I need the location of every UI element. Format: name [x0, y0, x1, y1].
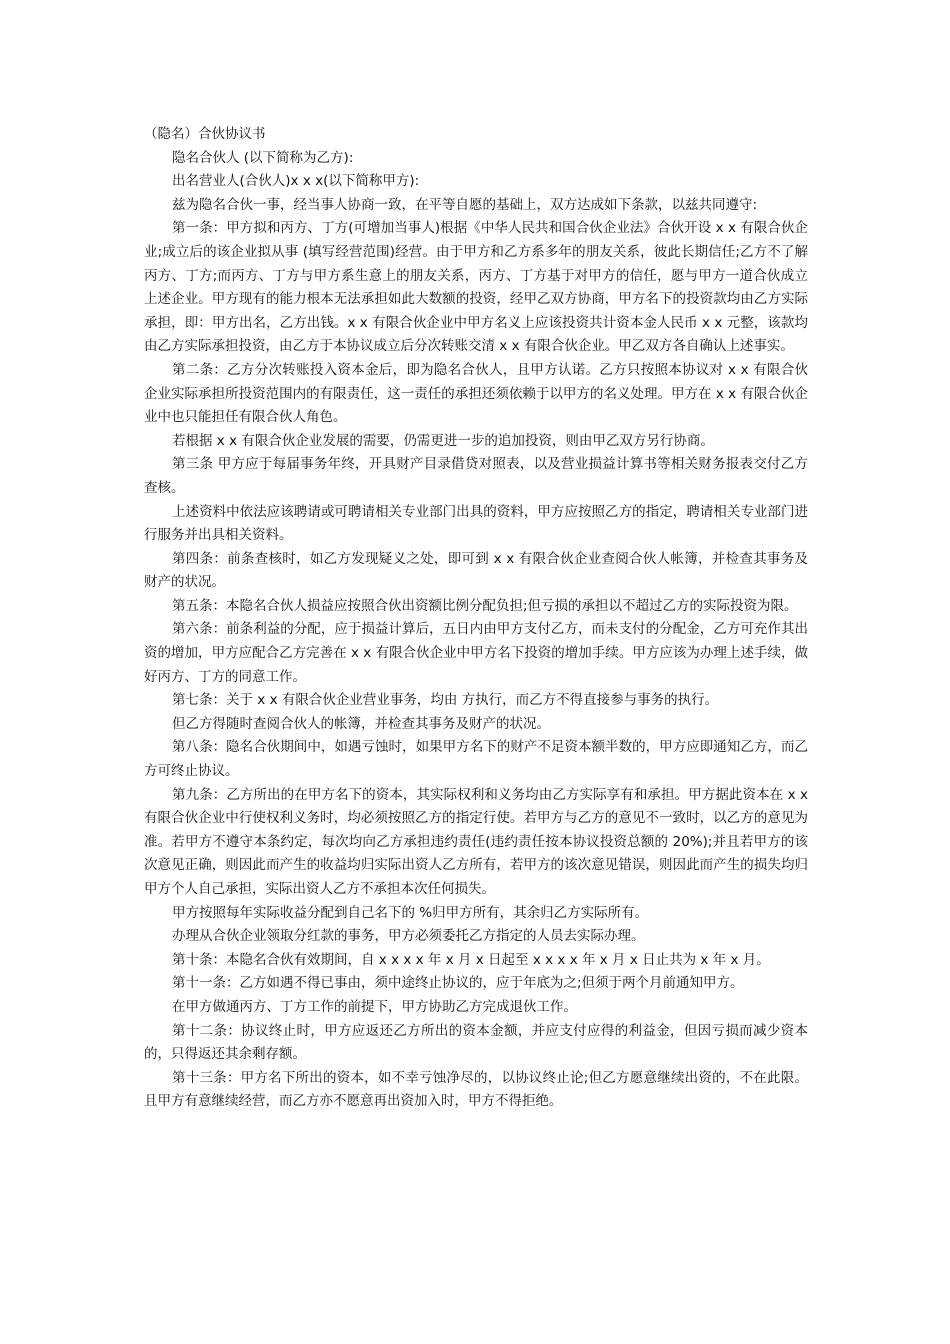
article-1: 第一条：甲方拟和丙方、丁方(可增加当事人)根据《中华人民共和国合伙企业法》合伙开设 x x 有限合伙企业;成立后的该企业拟从事 (填写经营范围)经营。由于甲方和乙方系多年的朋友关系，彼此长期信任;乙方不了解丙方、丁方;而丙方、丁方与甲方系生意上的朋友关系，丙方、丁方基于对甲方的信任，愿与甲方一道合伙成立上述企业。甲方现有的能力根本无法承担如此大数额的投资，经甲乙双方协商，甲方名下的投资款均由乙方实际承担，即：甲方出名，乙方出钱。x x 有限合伙企业中甲方名义上应该投资共计资本金人民币 x x 元整，该款均由乙方实际承担投资，由乙方于本协议成立后分次转账交清 x x 有限合伙企业。甲乙双方各自确认上述事实。: [144, 220, 808, 355]
article-9-dividends: 办理从合伙企业领取分红款的事务，甲方必须委托乙方指定的人员去实际办理。: [172, 928, 645, 945]
article-9-profit-share: 甲方按照每年实际收益分配到自己名下的 %归甲方所有，其余归乙方实际所有。: [172, 904, 649, 921]
article-11-withdrawal: 在甲方做通丙方、丁方工作的前提下，甲方协助乙方完成退伙工作。: [172, 998, 577, 1015]
article-11: 第十一条：乙方如遇不得已事由，须中途终止协议的，应于年底为之;但须于两个月前通知甲方。: [172, 975, 744, 992]
article-8: 第八条：隐名合伙期间中，如遇亏蚀时，如果甲方名下的财产不足资本额半数的，甲方应即通知乙方，而乙方可终止协议。: [144, 739, 808, 780]
document-body: [144, 123, 808, 1114]
article-10: 第十条：本隐名合伙有效期间，自 x x x x 年 x 月 x 日起至 x x x x 年 x 月 x 日止共为 x 年 x 月。: [172, 951, 770, 968]
article-9: 第九条：乙方所出的在甲方名下的资本，其实际权利和义务均由乙方实际享有和承担。甲方据此资本在 x x 有限合伙企业中行使权利义务时，均必须按照乙方的指定行使。若甲方与乙方的意见不一致时，以乙方的意见为准。若甲方不遵守本条约定，每次均向乙方承担违约责任(违约责任按本协议投资总额的 20%);并且若甲方的该次意见正确，则因此而产生的收益均归实际出资人乙方所有，若甲方的该次意见错误，则因此而产生的损失均归甲方个人自己承担，实际出资人乙方不承担本次任何损失。: [144, 786, 808, 897]
preamble: 兹为隐名合伙一事，经当事人协商一致，在平等自愿的基础上，双方达成如下条款，以兹共同遵守:: [172, 196, 758, 213]
article-7-inspection: 但乙方得随时查阅合伙人的帐簿，并检查其事务及财产的状况。: [172, 715, 550, 732]
document-title: （隐名）合伙协议书: [144, 126, 266, 142]
article-4: 第四条：前条查核时，如乙方发现疑义之处，即可到 x x 有限合伙企业查阅合伙人帐簿，并检查其事务及财产的状况。: [144, 550, 808, 591]
article-12: 第十二条：协议终止时，甲方应返还乙方所出的资本金额，并应支付应得的利益金，但因亏损而减少资本的，只得返还其余剩存额。: [144, 1022, 808, 1063]
article-3: 第三条 甲方应于每届事务年终，开具财产目录借贷对照表，以及营业损益计算书等相关财务报表交付乙方查核。: [144, 456, 808, 496]
intro-hidden-partner: 隐名合伙人 (以下简称为乙方):: [172, 149, 354, 166]
article-5: 第五条：本隐名合伙人损益应按照合伙出资额比例分配负担;但亏损的承担以不超过乙方的实际投资为限。: [172, 597, 798, 614]
article-3-materials: 上述资料中依法应该聘请或可聘请相关专业部门出具的资料，甲方应按照乙方的指定，聘请相关专业部门进行服务并出具相关资料。: [144, 503, 808, 544]
article-2-additional: 若根据 x x 有限合伙企业发展的需要，仍需更进一步的追加投资，则由甲乙双方另行协商。: [172, 432, 714, 449]
intro-named-partner: 出名营业人(合伙人)x x x(以下简称甲方):: [172, 173, 420, 190]
article-6: 第六条：前条利益的分配，应于损益计算后，五日内由甲方支付乙方，而未支付的分配金，乙方可充作其出资的增加，甲方应配合乙方完善在 x x 有限合伙企业中甲方名下投资的增加手续。甲方应该为办理上述手续，做好丙方、丁方的同意工作。: [144, 621, 808, 685]
article-7: 第七条：关于 x x 有限合伙企业营业事务，均由 方执行，而乙方不得直接参与事务的执行。: [172, 692, 719, 709]
article-13: 第十三条：甲方名下所出的资本，如不幸亏蚀净尽的，以协议终止论;但乙方愿意继续出资的，不在此限。且甲方有意继续经营，而乙方亦不愿意再出资加入时，甲方不得拒绝。: [144, 1069, 808, 1110]
article-2: 第二条：乙方分次转账投入资本金后，即为隐名合伙人，且甲方认诺。乙方只按照本协议对 x x 有限合伙企业实际承担所投资范围内的有限责任，这一责任的承担还须依赖于以甲方的名义处理。甲方在 x x 有限合伙企业中也只能担任有限合伙人角色。: [144, 361, 808, 426]
